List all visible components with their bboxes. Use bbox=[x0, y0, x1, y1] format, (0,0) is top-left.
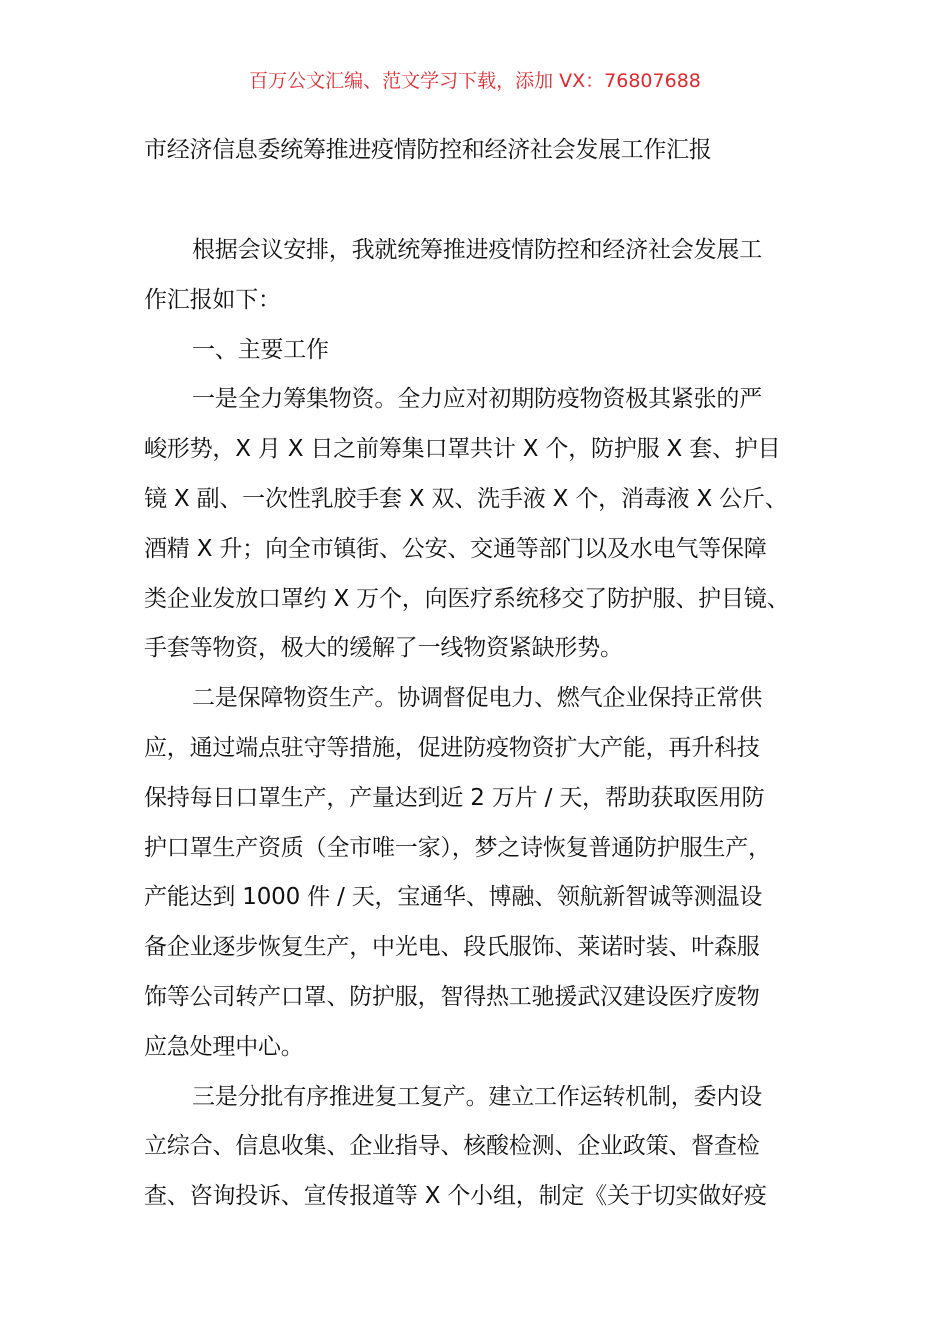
body-text-line: 应，通过端点驻守等措施，促进防疫物资扩大产能，再升科技 bbox=[144, 734, 760, 761]
watermark-header: 百万公文汇编、范文学习下载，添加 VX：76807688 bbox=[249, 70, 701, 92]
body-text-line: 饰等公司转产口罩、防护服，智得热工驰援武汉建设医疗废物 bbox=[144, 983, 760, 1010]
body-text-line: 应急处理中心。 bbox=[144, 1033, 304, 1060]
body-text-line: 镜 X 副、一次性乳胶手套 X 双、洗手液 X 个，消毒液 X 公斤、 bbox=[144, 485, 788, 512]
body-text-line: 产能达到 1000 件 / 天，宝通华、博融、领航新智诚等测温设 bbox=[144, 884, 763, 911]
body-text-line: 备企业逐步恢复生产，中光电、段氏服饰、莱诺时装、叶森服 bbox=[144, 934, 760, 961]
document-body bbox=[144, 232, 844, 1228]
body-text-line: 峻形势，X 月 X 日之前筹集口罩共计 X 个，防护服 X 套、护目 bbox=[144, 436, 781, 463]
body-text-line: 护口罩生产资质（全市唯一家），梦之诗恢复普通防护服生产， bbox=[144, 834, 771, 861]
body-text-line: 类企业发放口罩约 X 万个，向医疗系统移交了防护服、护目镜、 bbox=[144, 585, 790, 612]
body-text-line: 根据会议安排，我就统筹推进疫情防控和经济社会发展工 bbox=[192, 237, 763, 263]
body-text-line: 立综合、信息收集、企业指导、核酸检测、企业政策、督查检 bbox=[144, 1133, 760, 1160]
body-text-line: 作汇报如下： bbox=[144, 286, 281, 313]
body-text-line: 查、咨询投诉、宣传报道等 X 个小组，制定《关于切实做好疫 bbox=[144, 1183, 767, 1210]
body-text-line: 三是分批有序推进复工复产。建立工作运转机制，委内设 bbox=[192, 1083, 763, 1110]
body-text-line: 二是保障物资生产。协调督促电力、燃气企业保持正常供 bbox=[192, 685, 763, 712]
body-text-line: 一、主要工作 bbox=[192, 336, 329, 363]
body-text-line: 一是全力筹集物资。全力应对初期防疫物资极其紧张的严 bbox=[192, 386, 763, 413]
body-text-line: 保持每日口罩生产，产量达到近 2 万片 / 天，帮助获取医用防 bbox=[144, 784, 765, 811]
document-title: 市经济信息委统筹推进疫情防控和经济社会发展工作汇报 bbox=[144, 137, 712, 163]
body-text-line: 酒精 X 升；向全市镇街、公安、交通等部门以及水电气等保障 bbox=[144, 535, 767, 562]
body-text-line: 手套等物资，极大的缓解了一线物资紧缺形势。 bbox=[144, 635, 623, 662]
